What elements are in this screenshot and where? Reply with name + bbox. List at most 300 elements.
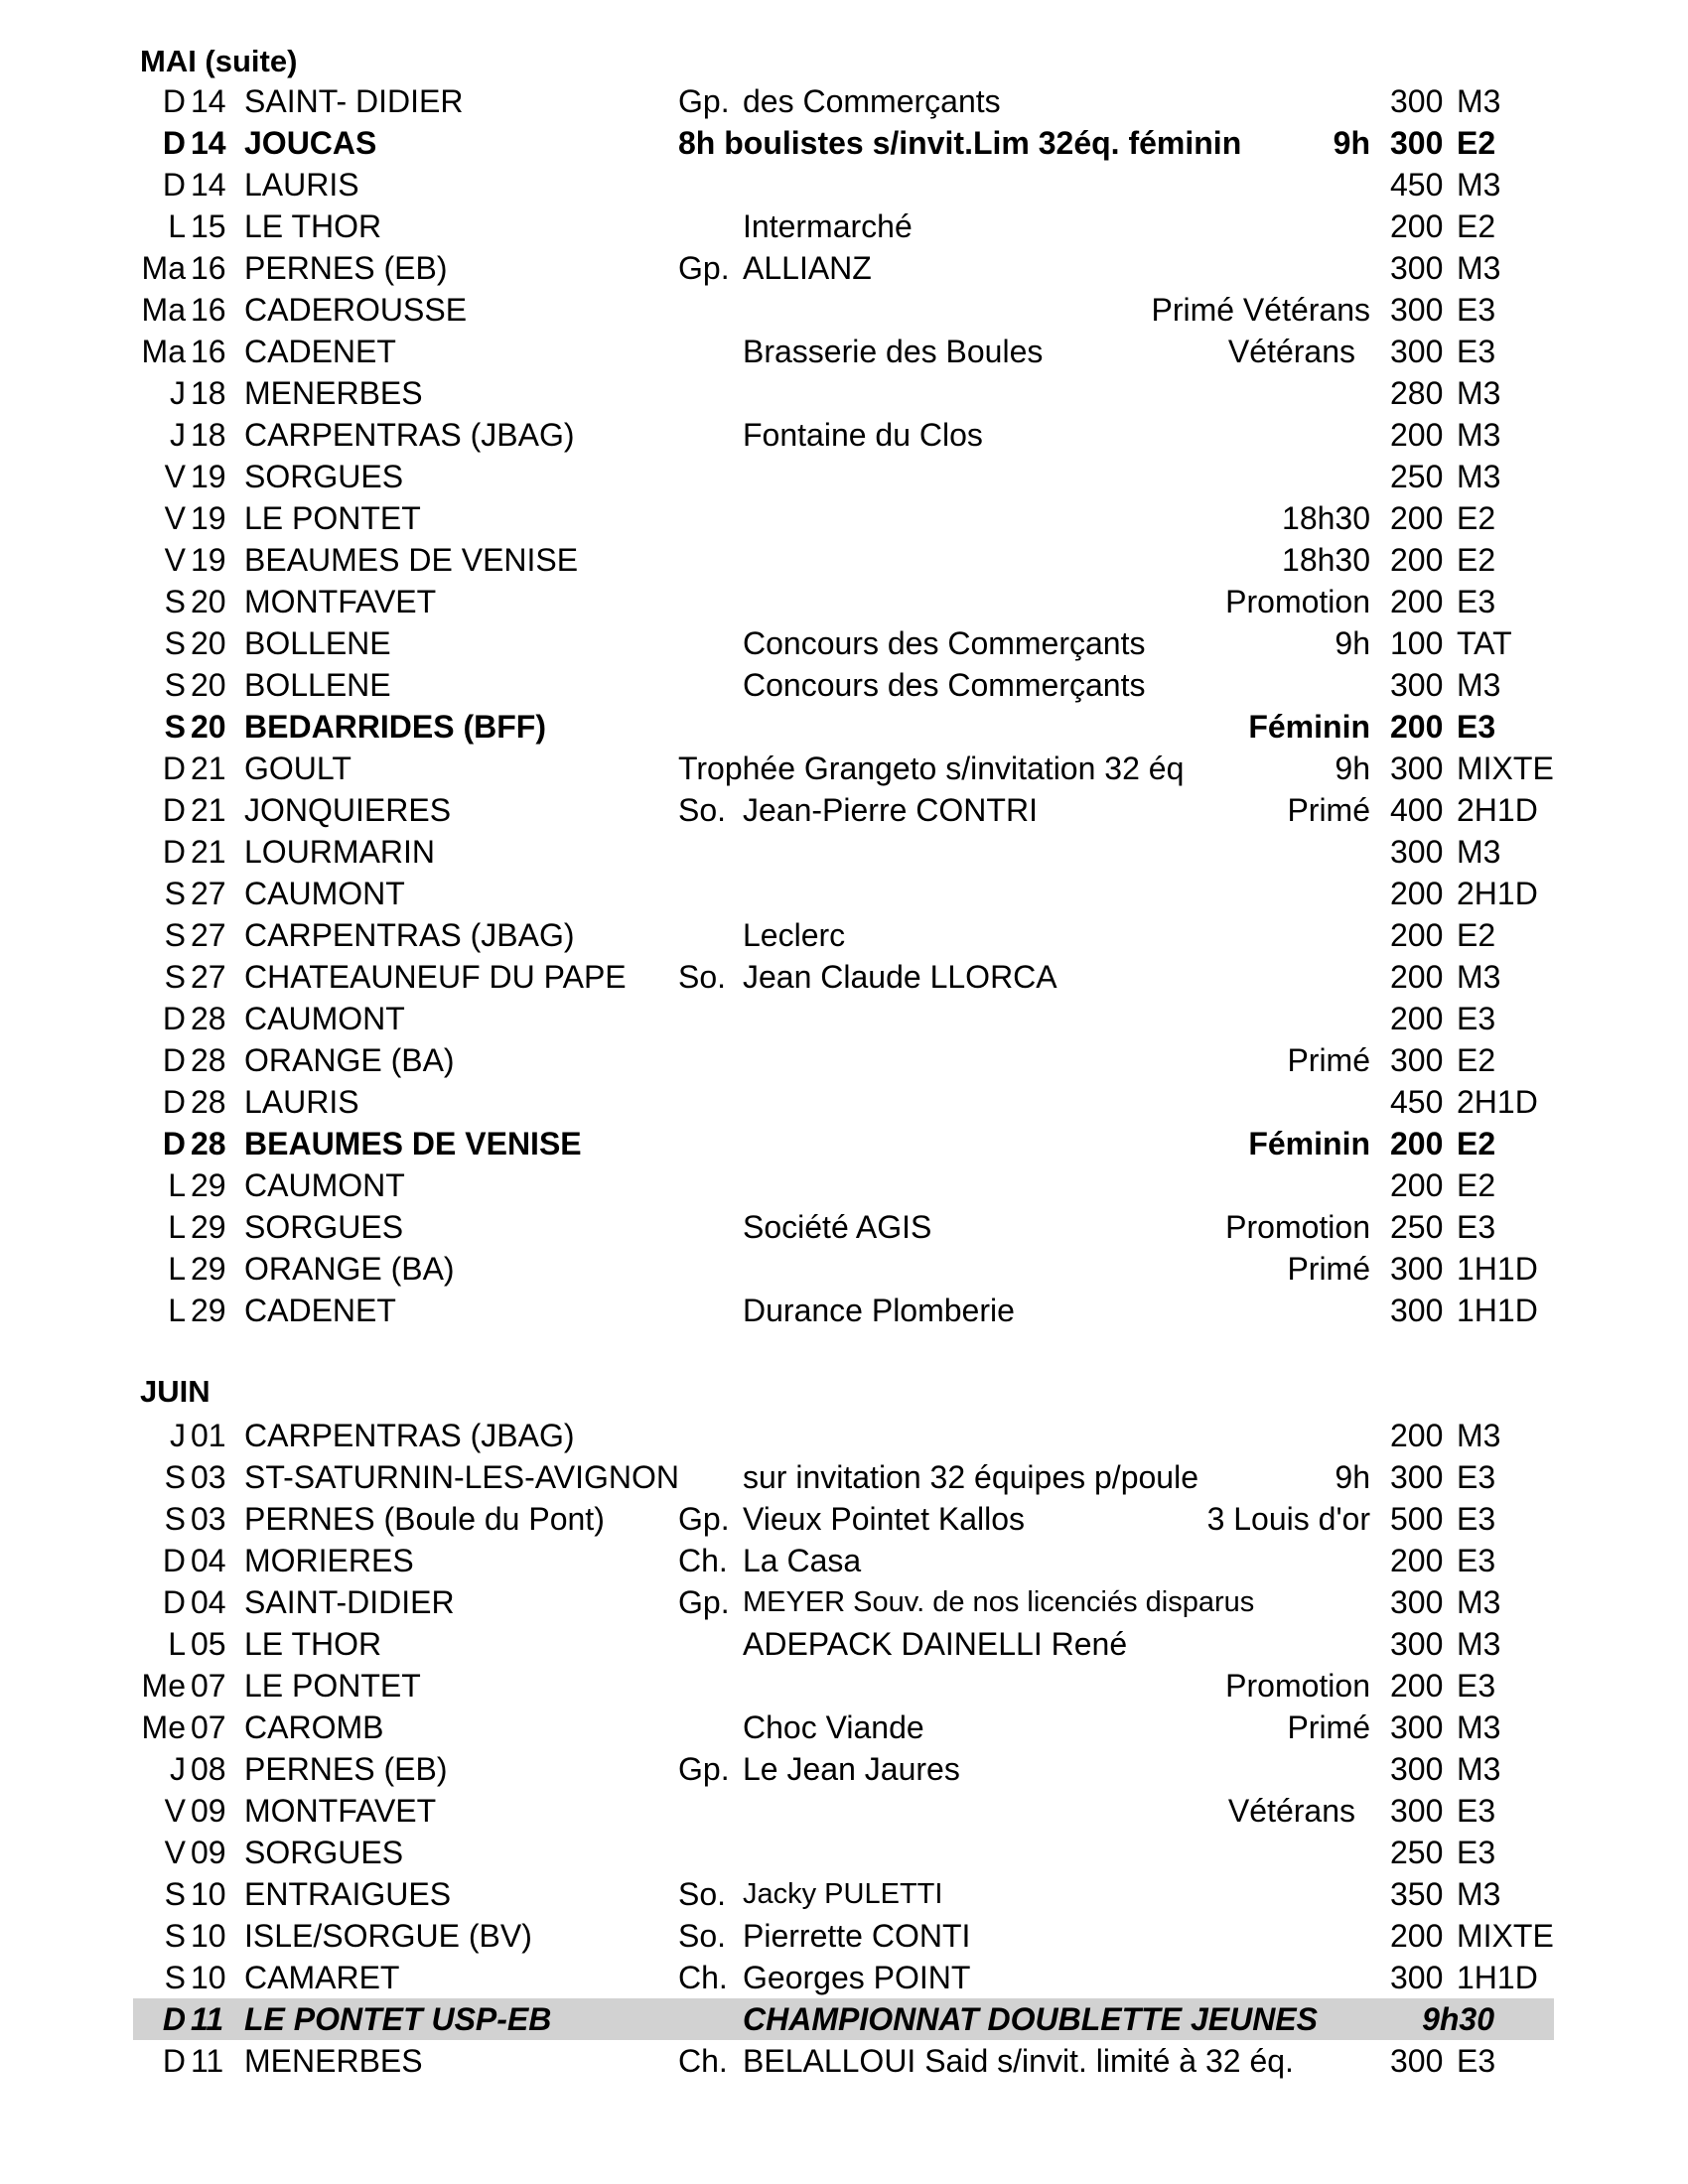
- event-day: D: [162, 792, 186, 828]
- event-organizer: Société AGIS: [743, 1209, 932, 1245]
- event-day: V: [164, 500, 186, 536]
- event-row: [133, 1456, 1554, 1498]
- event-date: 16: [191, 292, 226, 328]
- section-title-mai: MAI (suite): [140, 44, 298, 78]
- event-day: D: [162, 167, 186, 203]
- event-date: 18: [191, 417, 226, 453]
- event-row: [133, 1498, 1554, 1540]
- event-category: E2: [1457, 1042, 1496, 1078]
- event-organizer: 8h boulistes s/invit.Lim 32éq. féminin: [678, 125, 1242, 161]
- event-row: [133, 1706, 1554, 1748]
- event-note: Promotion: [1225, 1209, 1370, 1245]
- section-title-juin: JUIN: [140, 1374, 211, 1409]
- event-category: E2: [1457, 1126, 1496, 1161]
- event-category: 2H1D: [1457, 876, 1538, 911]
- event-points: 300: [1390, 250, 1444, 286]
- event-row: [133, 289, 1554, 331]
- event-day: D: [162, 2043, 186, 2079]
- event-category: 1H1D: [1457, 1293, 1538, 1328]
- event-note: Féminin: [1248, 1126, 1370, 1161]
- event-date: 20: [191, 709, 226, 745]
- event-date: 19: [191, 459, 226, 494]
- event-organizer: sur invitation 32 équipes p/poule: [743, 1459, 1198, 1495]
- event-category: 2H1D: [1457, 792, 1538, 828]
- event-row: [133, 372, 1554, 414]
- event-place: CAUMONT: [244, 1001, 405, 1036]
- event-points: 300: [1390, 1960, 1444, 1995]
- event-place: GOULT: [244, 751, 352, 786]
- event-row: [133, 1290, 1554, 1331]
- event-points: 200: [1390, 542, 1444, 578]
- event-place: CARPENTRAS (JBAG): [244, 1418, 575, 1453]
- event-points: 250: [1390, 1835, 1444, 1870]
- event-date: 11: [191, 2001, 224, 2037]
- event-category: M3: [1457, 83, 1501, 119]
- event-organizer: Concours des Commerçants: [743, 625, 1146, 661]
- event-points: 280: [1390, 375, 1444, 411]
- event-category: MIXTE: [1457, 1918, 1554, 1954]
- event-category: E3: [1457, 2043, 1496, 2079]
- event-category: E3: [1457, 1501, 1496, 1537]
- event-date: 03: [191, 1459, 226, 1495]
- event-points: 450: [1390, 167, 1444, 203]
- event-day: J: [170, 375, 186, 411]
- event-place: LOURMARIN: [244, 834, 436, 870]
- event-day: S: [164, 876, 186, 911]
- event-category: M3: [1457, 1418, 1501, 1453]
- event-category: M3: [1457, 1751, 1501, 1787]
- event-prefix: Ch.: [678, 1960, 728, 1995]
- event-organizer: Choc Viande: [743, 1709, 924, 1745]
- event-row: [133, 873, 1554, 914]
- event-day: L: [168, 1293, 186, 1328]
- event-note: 9h: [1335, 1459, 1370, 1495]
- event-points: 200: [1390, 876, 1444, 911]
- event-date: 29: [191, 1251, 226, 1287]
- event-date: 28: [191, 1042, 226, 1078]
- event-place: ORANGE (BA): [244, 1042, 455, 1078]
- championship-row: [133, 1998, 1554, 2040]
- event-date: 14: [191, 125, 226, 161]
- event-points: 200: [1390, 959, 1444, 995]
- event-category: E3: [1457, 1793, 1496, 1829]
- event-organizer: Georges POINT: [743, 1960, 971, 1995]
- event-points: 300: [1390, 1626, 1444, 1662]
- event-place: SORGUES: [244, 459, 404, 494]
- event-row: [133, 1206, 1554, 1248]
- event-points: 300: [1390, 83, 1444, 119]
- event-row: [133, 998, 1554, 1039]
- event-place: ORANGE (BA): [244, 1251, 455, 1287]
- event-category: MIXTE: [1457, 751, 1554, 786]
- event-place: BEAUMES DE VENISE: [244, 1126, 582, 1161]
- event-organizer: Pierrette CONTI: [743, 1918, 971, 1954]
- event-place: ENTRAIGUES: [244, 1876, 452, 1912]
- event-points: 350: [1390, 1876, 1444, 1912]
- event-row: [133, 664, 1554, 706]
- event-points: 400: [1390, 792, 1444, 828]
- event-points: 200: [1390, 1543, 1444, 1578]
- event-place: CAROMB: [244, 1709, 384, 1745]
- event-place: JOUCAS: [244, 125, 377, 161]
- event-prefix: So.: [678, 1918, 727, 1954]
- event-organizer: Intermarché: [743, 208, 913, 244]
- event-category: E3: [1457, 1001, 1496, 1036]
- event-date: 16: [191, 250, 226, 286]
- event-prefix: So.: [678, 1876, 727, 1912]
- event-row: [133, 1248, 1554, 1290]
- event-points: 300: [1390, 292, 1444, 328]
- event-row: [133, 1623, 1554, 1665]
- event-organizer: des Commerçants: [743, 83, 1001, 119]
- event-points: 300: [1390, 751, 1444, 786]
- event-note: Primé Vétérans: [1151, 292, 1370, 328]
- event-day: L: [168, 208, 186, 244]
- event-prefix: Ch.: [678, 1543, 728, 1578]
- event-category: M3: [1457, 250, 1501, 286]
- event-date: 21: [191, 751, 226, 786]
- event-place: BEDARRIDES (BFF): [244, 709, 546, 745]
- event-points: 250: [1390, 1209, 1444, 1245]
- event-category: M3: [1457, 1709, 1501, 1745]
- event-date: 16: [191, 334, 226, 369]
- event-place: ISLE/SORGUE (BV): [244, 1918, 532, 1954]
- event-category: 2H1D: [1457, 1084, 1538, 1120]
- event-row: [133, 80, 1554, 122]
- event-note: 9h: [1335, 751, 1370, 786]
- event-date: 08: [191, 1751, 226, 1787]
- event-day: J: [170, 417, 186, 453]
- event-day: D: [162, 1001, 186, 1036]
- event-day: Me: [141, 1709, 186, 1745]
- event-note: Primé: [1287, 1709, 1370, 1745]
- event-category: E3: [1457, 292, 1496, 328]
- event-organizer: ADEPACK DAINELLI René: [743, 1626, 1128, 1662]
- event-date: 21: [191, 792, 226, 828]
- event-points: 200: [1390, 500, 1444, 536]
- event-category: TAT: [1457, 625, 1512, 661]
- event-points: 250: [1390, 459, 1444, 494]
- event-place: MENERBES: [244, 2043, 423, 2079]
- event-category: M3: [1457, 1876, 1501, 1912]
- event-points: 200: [1390, 417, 1444, 453]
- event-points: 300: [1390, 834, 1444, 870]
- event-place: SORGUES: [244, 1835, 404, 1870]
- event-prefix: Gp.: [678, 83, 730, 119]
- event-place: BOLLENE: [244, 625, 391, 661]
- event-place: MONTFAVET: [244, 584, 437, 619]
- event-note: 18h30: [1282, 500, 1370, 536]
- event-organizer: Trophée Grangeto s/invitation 32 éq: [678, 751, 1185, 786]
- event-organizer: Vieux Pointet Kallos: [743, 1501, 1026, 1537]
- event-date: 10: [191, 1876, 226, 1912]
- event-points: 300: [1390, 667, 1444, 703]
- event-note: Primé: [1287, 1042, 1370, 1078]
- event-organizer: Fontaine du Clos: [743, 417, 983, 453]
- event-organizer: Leclerc: [743, 917, 846, 953]
- event-category: M3: [1457, 1626, 1501, 1662]
- event-points: 200: [1390, 208, 1444, 244]
- event-row: [133, 205, 1554, 247]
- event-category: E3: [1457, 1543, 1496, 1578]
- event-day: S: [164, 584, 186, 619]
- event-row: [133, 706, 1554, 748]
- event-date: 15: [191, 208, 226, 244]
- event-day: V: [164, 1835, 186, 1870]
- event-prefix: Gp.: [678, 1501, 730, 1537]
- event-day: S: [164, 625, 186, 661]
- event-row: [133, 539, 1554, 581]
- event-points: 300: [1390, 1709, 1444, 1745]
- event-place: LE PONTET: [244, 500, 421, 536]
- event-row: [133, 581, 1554, 622]
- event-date: 27: [191, 959, 226, 995]
- event-points: 450: [1390, 1084, 1444, 1120]
- event-day: V: [164, 1793, 186, 1829]
- event-category: E2: [1457, 500, 1496, 536]
- event-organizer: CHAMPIONNAT DOUBLETTE JEUNES: [743, 2001, 1318, 2037]
- event-day: D: [162, 1543, 186, 1578]
- event-organizer: ALLIANZ: [743, 250, 872, 286]
- event-day: D: [162, 1042, 186, 1078]
- event-category: E2: [1457, 208, 1496, 244]
- event-category: M3: [1457, 667, 1501, 703]
- event-place: LE THOR: [244, 208, 382, 244]
- event-row: [133, 831, 1554, 873]
- event-place: CAMARET: [244, 1960, 400, 1995]
- event-date: 28: [191, 1084, 226, 1120]
- event-note: Primé: [1287, 792, 1370, 828]
- event-row: [133, 1873, 1554, 1915]
- event-row: [133, 1790, 1554, 1832]
- event-date: 04: [191, 1543, 226, 1578]
- event-place: LAURIS: [244, 1084, 359, 1120]
- event-date: 07: [191, 1709, 226, 1745]
- event-category: E3: [1457, 709, 1496, 745]
- event-note: Primé: [1287, 1251, 1370, 1287]
- event-place: PERNES (EB): [244, 1751, 448, 1787]
- event-organizer: Durance Plomberie: [743, 1293, 1015, 1328]
- event-place: CAUMONT: [244, 1167, 405, 1203]
- event-day: L: [168, 1167, 186, 1203]
- event-date: 14: [191, 83, 226, 119]
- event-place: MENERBES: [244, 375, 423, 411]
- event-date: 18: [191, 375, 226, 411]
- event-date: 01: [191, 1418, 226, 1453]
- event-row: [133, 1748, 1554, 1790]
- event-organizer: Brasserie des Boules: [743, 334, 1044, 369]
- event-organizer: Jean Claude LLORCA: [743, 959, 1057, 995]
- event-place: LE PONTET: [244, 1668, 421, 1704]
- event-category: E3: [1457, 1835, 1496, 1870]
- event-organizer: Jean-Pierre CONTRI: [743, 792, 1038, 828]
- event-category: E3: [1457, 1209, 1496, 1245]
- event-points: 300: [1390, 125, 1444, 161]
- event-points: 300: [1390, 1251, 1444, 1287]
- event-category: E2: [1457, 542, 1496, 578]
- event-row: [133, 1123, 1554, 1164]
- event-points: 200: [1390, 584, 1444, 619]
- event-place: JONQUIERES: [244, 792, 452, 828]
- event-points: 300: [1390, 1751, 1444, 1787]
- event-day: S: [164, 959, 186, 995]
- event-note: Vétérans: [1227, 1793, 1355, 1829]
- event-day: L: [168, 1251, 186, 1287]
- event-row: [133, 789, 1554, 831]
- event-date: 09: [191, 1793, 226, 1829]
- event-category: E3: [1457, 334, 1496, 369]
- event-prefix: So.: [678, 792, 727, 828]
- event-category: E2: [1457, 125, 1496, 161]
- event-day: Ma: [141, 292, 186, 328]
- event-place: PERNES (EB): [244, 250, 448, 286]
- event-place: CADENET: [244, 334, 396, 369]
- event-date: 10: [191, 1960, 226, 1995]
- event-date: 04: [191, 1584, 226, 1620]
- event-category: E2: [1457, 917, 1496, 953]
- event-organizer: Jacky PULETTI: [743, 1878, 943, 1910]
- event-date: 20: [191, 584, 226, 619]
- event-category: 1H1D: [1457, 1251, 1538, 1287]
- event-row: [133, 622, 1554, 664]
- event-note: Féminin: [1248, 709, 1370, 745]
- event-note: Promotion: [1225, 584, 1370, 619]
- event-category: M3: [1457, 417, 1501, 453]
- event-day: D: [162, 2001, 186, 2037]
- event-day: D: [162, 1584, 186, 1620]
- event-date: 07: [191, 1668, 226, 1704]
- event-date: 05: [191, 1626, 226, 1662]
- event-row: [133, 164, 1554, 205]
- event-points: 300: [1390, 1293, 1444, 1328]
- event-day: S: [164, 1876, 186, 1912]
- event-place: SORGUES: [244, 1209, 404, 1245]
- event-date: 29: [191, 1293, 226, 1328]
- event-day: Me: [141, 1668, 186, 1704]
- event-day: L: [168, 1209, 186, 1245]
- event-row: [133, 2040, 1554, 2082]
- event-points: 200: [1390, 1918, 1444, 1954]
- event-row: [133, 1832, 1554, 1873]
- event-place: PERNES (Boule du Pont): [244, 1501, 605, 1537]
- event-date: 29: [191, 1167, 226, 1203]
- event-points: 300: [1390, 1042, 1444, 1078]
- event-day: S: [164, 1501, 186, 1537]
- event-category: M3: [1457, 1584, 1501, 1620]
- event-points: 200: [1390, 1418, 1444, 1453]
- event-date: 28: [191, 1126, 226, 1161]
- event-points: 200: [1390, 917, 1444, 953]
- event-points: 200: [1390, 709, 1444, 745]
- event-category: E3: [1457, 1459, 1496, 1495]
- event-day: S: [164, 667, 186, 703]
- event-note: 9h30: [1422, 2001, 1494, 2037]
- event-row: [133, 414, 1554, 456]
- event-day: S: [164, 1960, 186, 1995]
- event-note: Promotion: [1225, 1668, 1370, 1704]
- event-row: [133, 1081, 1554, 1123]
- event-place: CARPENTRAS (JBAG): [244, 917, 575, 953]
- event-points: 200: [1390, 1001, 1444, 1036]
- event-place: LAURIS: [244, 167, 359, 203]
- event-day: J: [170, 1418, 186, 1453]
- event-date: 21: [191, 834, 226, 870]
- event-day: Ma: [141, 250, 186, 286]
- event-day: S: [164, 709, 186, 745]
- event-category: M3: [1457, 167, 1501, 203]
- event-points: 200: [1390, 1126, 1444, 1161]
- event-prefix: Gp.: [678, 250, 730, 286]
- event-place: MONTFAVET: [244, 1793, 437, 1829]
- event-row: [133, 497, 1554, 539]
- event-row: [133, 247, 1554, 289]
- event-organizer: Concours des Commerçants: [743, 667, 1146, 703]
- event-day: D: [162, 834, 186, 870]
- event-day: J: [170, 1751, 186, 1787]
- event-place: CARPENTRAS (JBAG): [244, 417, 575, 453]
- event-points: 300: [1390, 1459, 1444, 1495]
- event-row: [133, 1540, 1554, 1581]
- event-organizer: Le Jean Jaures: [743, 1751, 960, 1787]
- event-place: ST-SATURNIN-LES-AVIGNON: [244, 1459, 679, 1495]
- event-day: L: [168, 1626, 186, 1662]
- event-category: M3: [1457, 459, 1501, 494]
- event-row: [133, 331, 1554, 372]
- event-place: CADENET: [244, 1293, 396, 1328]
- event-row: [133, 1581, 1554, 1623]
- event-category: E3: [1457, 1668, 1496, 1704]
- event-day: D: [162, 751, 186, 786]
- event-note: 18h30: [1282, 542, 1370, 578]
- event-place: CADEROUSSE: [244, 292, 468, 328]
- event-date: 10: [191, 1918, 226, 1954]
- event-row: [133, 956, 1554, 998]
- event-place: CAUMONT: [244, 876, 405, 911]
- event-date: 28: [191, 1001, 226, 1036]
- event-row: [133, 1915, 1554, 1957]
- event-category: M3: [1457, 959, 1501, 995]
- event-prefix: Ch.: [678, 2043, 728, 2079]
- event-row: [133, 122, 1554, 164]
- event-points: 300: [1390, 1793, 1444, 1829]
- event-date: 27: [191, 876, 226, 911]
- event-note: 9h: [1333, 125, 1370, 161]
- event-points: 200: [1390, 1668, 1444, 1704]
- event-prefix: So.: [678, 959, 727, 995]
- event-day: D: [162, 1084, 186, 1120]
- event-day: D: [162, 1126, 186, 1161]
- event-place: BEAUMES DE VENISE: [244, 542, 579, 578]
- event-day: S: [164, 1459, 186, 1495]
- event-date: 14: [191, 167, 226, 203]
- event-points: 300: [1390, 1584, 1444, 1620]
- event-points: 200: [1390, 1167, 1444, 1203]
- event-category: M3: [1457, 834, 1501, 870]
- event-prefix: Gp.: [678, 1751, 730, 1787]
- event-row: [133, 1039, 1554, 1081]
- event-points: 300: [1390, 2043, 1444, 2079]
- event-category: E2: [1457, 1167, 1496, 1203]
- event-date: 19: [191, 542, 226, 578]
- event-place: LE PONTET USP-EB: [244, 2001, 552, 2037]
- event-day: Ma: [141, 334, 186, 369]
- event-row: [133, 1665, 1554, 1706]
- event-row: [133, 1415, 1554, 1456]
- event-date: 27: [191, 917, 226, 953]
- event-date: 03: [191, 1501, 226, 1537]
- event-points: 500: [1390, 1501, 1444, 1537]
- event-place: SAINT- DIDIER: [244, 83, 464, 119]
